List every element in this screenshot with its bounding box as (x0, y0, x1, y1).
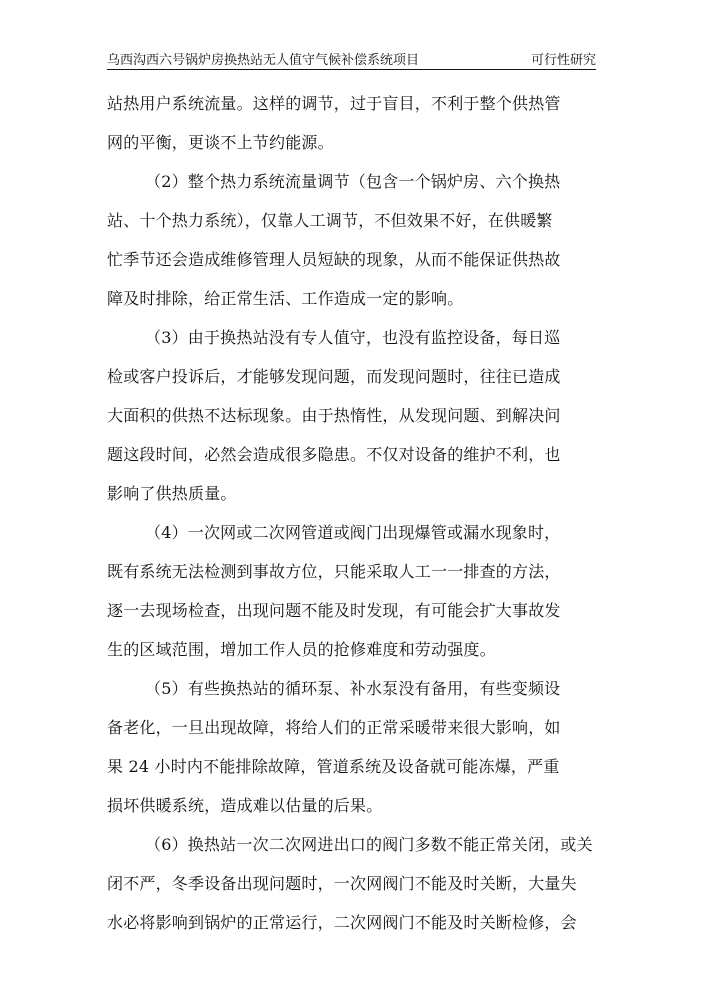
text-line: 果 24 小时内不能排除故障，管道系统及设备就可能冻爆，严重 (107, 757, 560, 776)
text-line: 损坏供暖系统，造成难以估量的后果。 (107, 796, 383, 815)
page-header (107, 47, 596, 70)
text-line: 大面积的供热不达标现象。由于热惰性，从发现问题、到解决问 (107, 406, 561, 425)
text-line: 闭不严，冬季设备出现问题时，一次网阀门不能及时关断，大量失 (107, 874, 577, 893)
text-line: 检或客户投诉后，才能够发现问题，而发现问题时，往往已造成 (107, 367, 561, 386)
document-body (107, 84, 596, 942)
text-line: 备老化，一旦出现故障，将给人们的正常采暖带来很大影响，如 (107, 718, 561, 737)
text-line: 生的区域范围，增加工作人员的抢修难度和劳动强度。 (107, 640, 496, 659)
text-line: （5）有些换热站的循环泵、补水泵没有备用，有些变频设 (145, 679, 561, 698)
text-line: 水必将影响到锅炉的正常运行，二次网阀门不能及时关断检修，会 (107, 913, 577, 932)
paragraph (107, 84, 596, 162)
text-line: （3）由于换热站没有专人值守，也没有监控设备，每日巡 (145, 328, 561, 347)
paragraph (107, 669, 596, 825)
text-line: 站、十个热力系统），仅靠人工调节，不但效果不好，在供暖繁 (107, 211, 553, 230)
document-title: 乌西沟西六号锅炉房换热站无人值守气候补偿系统项目 (107, 53, 420, 68)
text-line: 障及时排除，给正常生活、工作造成一定的影响。 (107, 289, 464, 308)
text-line: 站热用户系统流量。这样的调节，过于盲目，不利于整个供热管 (107, 94, 561, 113)
text-line: 影响了供热质量。 (107, 484, 237, 503)
paragraph (107, 513, 596, 669)
text-line: 题这段时间，必然会造成很多隐患。不仅对设备的维护不利，也 (107, 445, 561, 464)
document-section: 可行性研究 (530, 53, 596, 68)
text-line: 逐一去现场检查，出现问题不能及时发现，有可能会扩大事故发 (107, 601, 561, 620)
text-line: （4）一次网或二次网管道或阀门出现爆管或漏水现象时， (145, 523, 561, 542)
text-line: （6）换热站一次二次网进出口的阀门多数不能正常关闭，或关 (145, 835, 593, 854)
paragraph (107, 162, 596, 318)
text-line: 网的平衡，更谈不上节约能源。 (107, 133, 334, 152)
text-line: 既有系统无法检测到事故方位，只能采取人工一一排查的方法， (107, 562, 561, 581)
text-line: （2）整个热力系统流量调节（包含一个锅炉房、六个换热 (145, 172, 561, 191)
text-line: 忙季节还会造成维修管理人员短缺的现象，从而不能保证供热故 (107, 250, 561, 269)
paragraph (107, 825, 596, 942)
paragraph (107, 318, 596, 513)
